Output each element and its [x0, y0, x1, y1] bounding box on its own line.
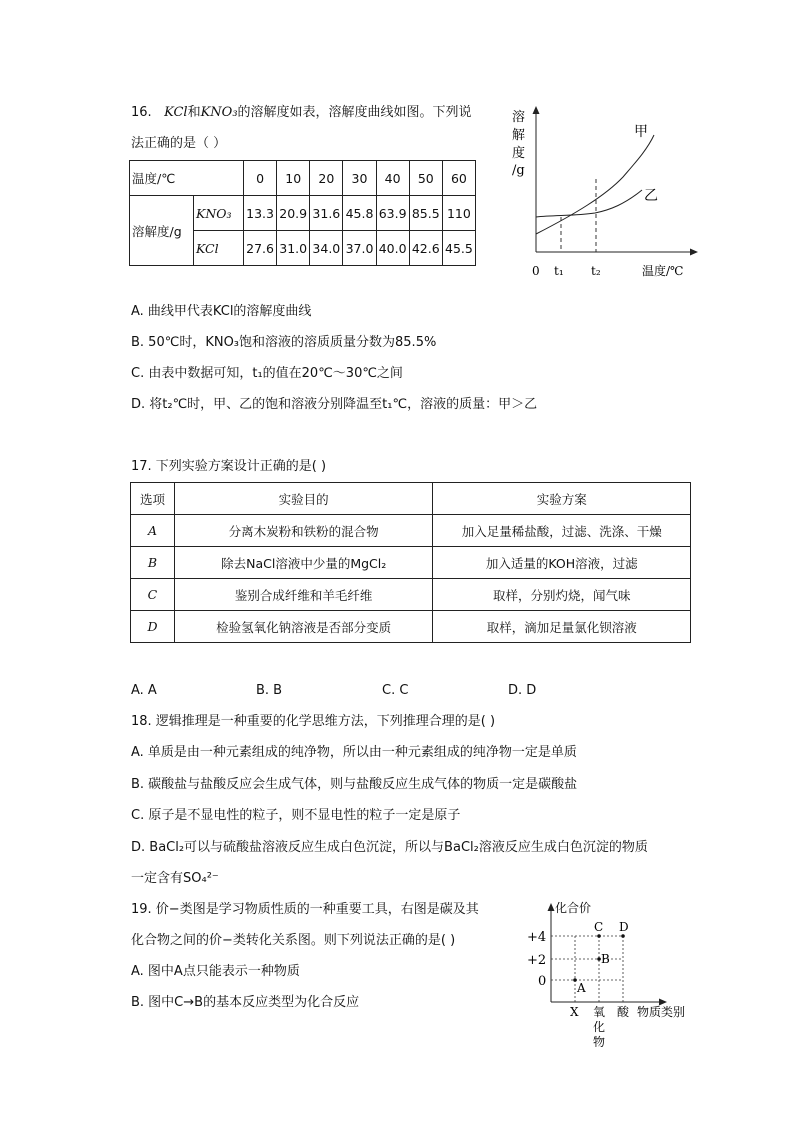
solubility-curve-graph	[505, 100, 705, 285]
q18-option-d[interactable]: D. BaCl₂可以与硫酸盐溶液反应生成白色沉淀，所以与BaCl₂溶液反应生成白色沉淀的物质	[131, 840, 648, 855]
table-row: A 分离木炭粉和铁粉的混合物 加入足量稀盐酸，过滤、洗涤、干燥	[131, 515, 691, 547]
q16-stem-line2: 法正确的是（ ）	[131, 136, 227, 151]
vc-xtick-acid: 酸	[617, 1005, 630, 1019]
t2-label: t₂	[591, 264, 601, 278]
vc-ytick-plus2: +2	[527, 953, 547, 968]
graph-ylabel-2: 解	[512, 128, 526, 143]
experiment-table: 选项 实验目的 实验方案 A 分离木炭粉和铁粉的混合物 加入足量稀盐酸，过滤、洗涤、干燥 B 除去NaCl溶液中少量的MgCl₂ 加入适量的KOH溶液，过滤 C 鉴别合成纤维和羊毛纤维 取样，分别灼烧，闻气味 D 检验氢氧化钠溶液是否部分变质 取样，滴加足量氯化钡溶液	[130, 482, 691, 643]
graph-ylabel-1: 溶	[512, 110, 526, 125]
q16-option-d[interactable]: D. 将t₂℃时，甲、乙的饱和溶液分别降温至t₁℃，溶液的质量：甲＞乙	[131, 397, 538, 412]
solubility-label: 溶解度/g	[130, 196, 194, 266]
vc-xtick-oxide-3: 物	[593, 1035, 606, 1049]
graph-ylabel-4: /g	[512, 163, 525, 178]
vc-ylabel: 化合价	[555, 901, 592, 915]
temp-header: 温度/℃	[130, 161, 244, 196]
q18-option-d-cont: 一定含有SO₄²⁻	[131, 871, 219, 886]
graph-ylabel-3: 度	[512, 146, 526, 161]
q19-option-a[interactable]: A. 图中A点只能表示一种物质	[131, 964, 300, 979]
vc-y-arrow	[548, 903, 555, 911]
valence-class-chart	[520, 895, 700, 1055]
graph-x-arrow	[690, 249, 698, 256]
graph-xlabel: 温度/℃	[642, 264, 684, 278]
q16-stem-line1: 16. KCl和KNO₃的溶解度如表，溶解度曲线如图。下列说	[131, 105, 472, 120]
point-c	[597, 934, 601, 938]
label-jia: 甲	[634, 124, 648, 140]
table-row: B 除去NaCl溶液中少量的MgCl₂ 加入适量的KOH溶液，过滤	[131, 547, 691, 579]
table-row: C 鉴别合成纤维和羊毛纤维 取样，分别灼烧，闻气味	[131, 579, 691, 611]
graph-origin: 0	[532, 264, 540, 278]
vc-ytick-plus4: +4	[527, 930, 547, 945]
q16-option-a[interactable]: A. 曲线甲代表KCl的溶解度曲线	[131, 304, 312, 319]
q17-choice-d[interactable]: D. D	[508, 683, 537, 698]
q18-stem: 18. 逻辑推理是一种重要的化学思维方法，下列推理合理的是( )	[131, 714, 496, 729]
curve-jia	[536, 135, 654, 234]
point-c-label: C	[594, 920, 604, 934]
t1-label: t₁	[554, 264, 564, 278]
vc-xtick-oxide-1: 氧	[593, 1005, 606, 1019]
point-b-label: B	[601, 952, 610, 966]
q17-choice-c[interactable]: C. C	[382, 683, 409, 698]
q18-option-b[interactable]: B. 碳酸盐与盐酸反应会生成气体，则与盐酸反应生成气体的物质一定是碳酸盐	[131, 777, 578, 792]
solubility-table: 温度/℃ 0 10 20 30 40 50 60 溶解度/g KNO₃ 13.3 20.9 31.6 45.8 63.9 85.5 110 KCl 27.6 31.0 34.0 37.0 40.0 42.6 45.5	[129, 160, 476, 266]
q17-choice-b[interactable]: B. B	[256, 683, 283, 698]
vc-xtick-x: X	[570, 1005, 579, 1019]
q18-option-c[interactable]: C. 原子是不显电性的粒子，则不显电性的粒子一定是原子	[131, 808, 461, 823]
vc-ytick-zero: 0	[538, 974, 547, 989]
q18-option-a[interactable]: A. 单质是由一种元素组成的纯净物，所以由一种元素组成的纯净物一定是单质	[131, 745, 577, 760]
table-row: D 检验氢氧化钠溶液是否部分变质 取样，滴加足量氯化钡溶液	[131, 611, 691, 643]
point-d-label: D	[619, 920, 629, 934]
vc-xtick-oxide-2: 化	[593, 1020, 606, 1034]
point-d	[621, 934, 625, 938]
graph-y-arrow	[533, 106, 540, 114]
label-yi: 乙	[644, 188, 658, 204]
q16-option-b[interactable]: B. 50℃时，KNO₃饱和溶液的溶质质量分数为85.5%	[131, 335, 437, 350]
q19-stem-line1: 19. 价−类图是学习物质性质的一种重要工具，右图是碳及其	[131, 902, 479, 917]
q19-option-b[interactable]: B. 图中C→B的基本反应类型为化合反应	[131, 995, 360, 1010]
point-a-label: A	[577, 981, 586, 995]
q17-stem: 17. 下列实验方案设计正确的是( )	[131, 459, 327, 474]
q17-choice-a[interactable]: A. A	[131, 683, 157, 698]
q16-option-c[interactable]: C. 由表中数据可知，t₁的值在20℃～30℃之间	[131, 366, 403, 381]
q19-stem-line2: 化合物之间的价−类转化关系图。则下列说法正确的是( )	[131, 933, 456, 948]
vc-xlabel: 物质类别	[637, 1005, 686, 1019]
